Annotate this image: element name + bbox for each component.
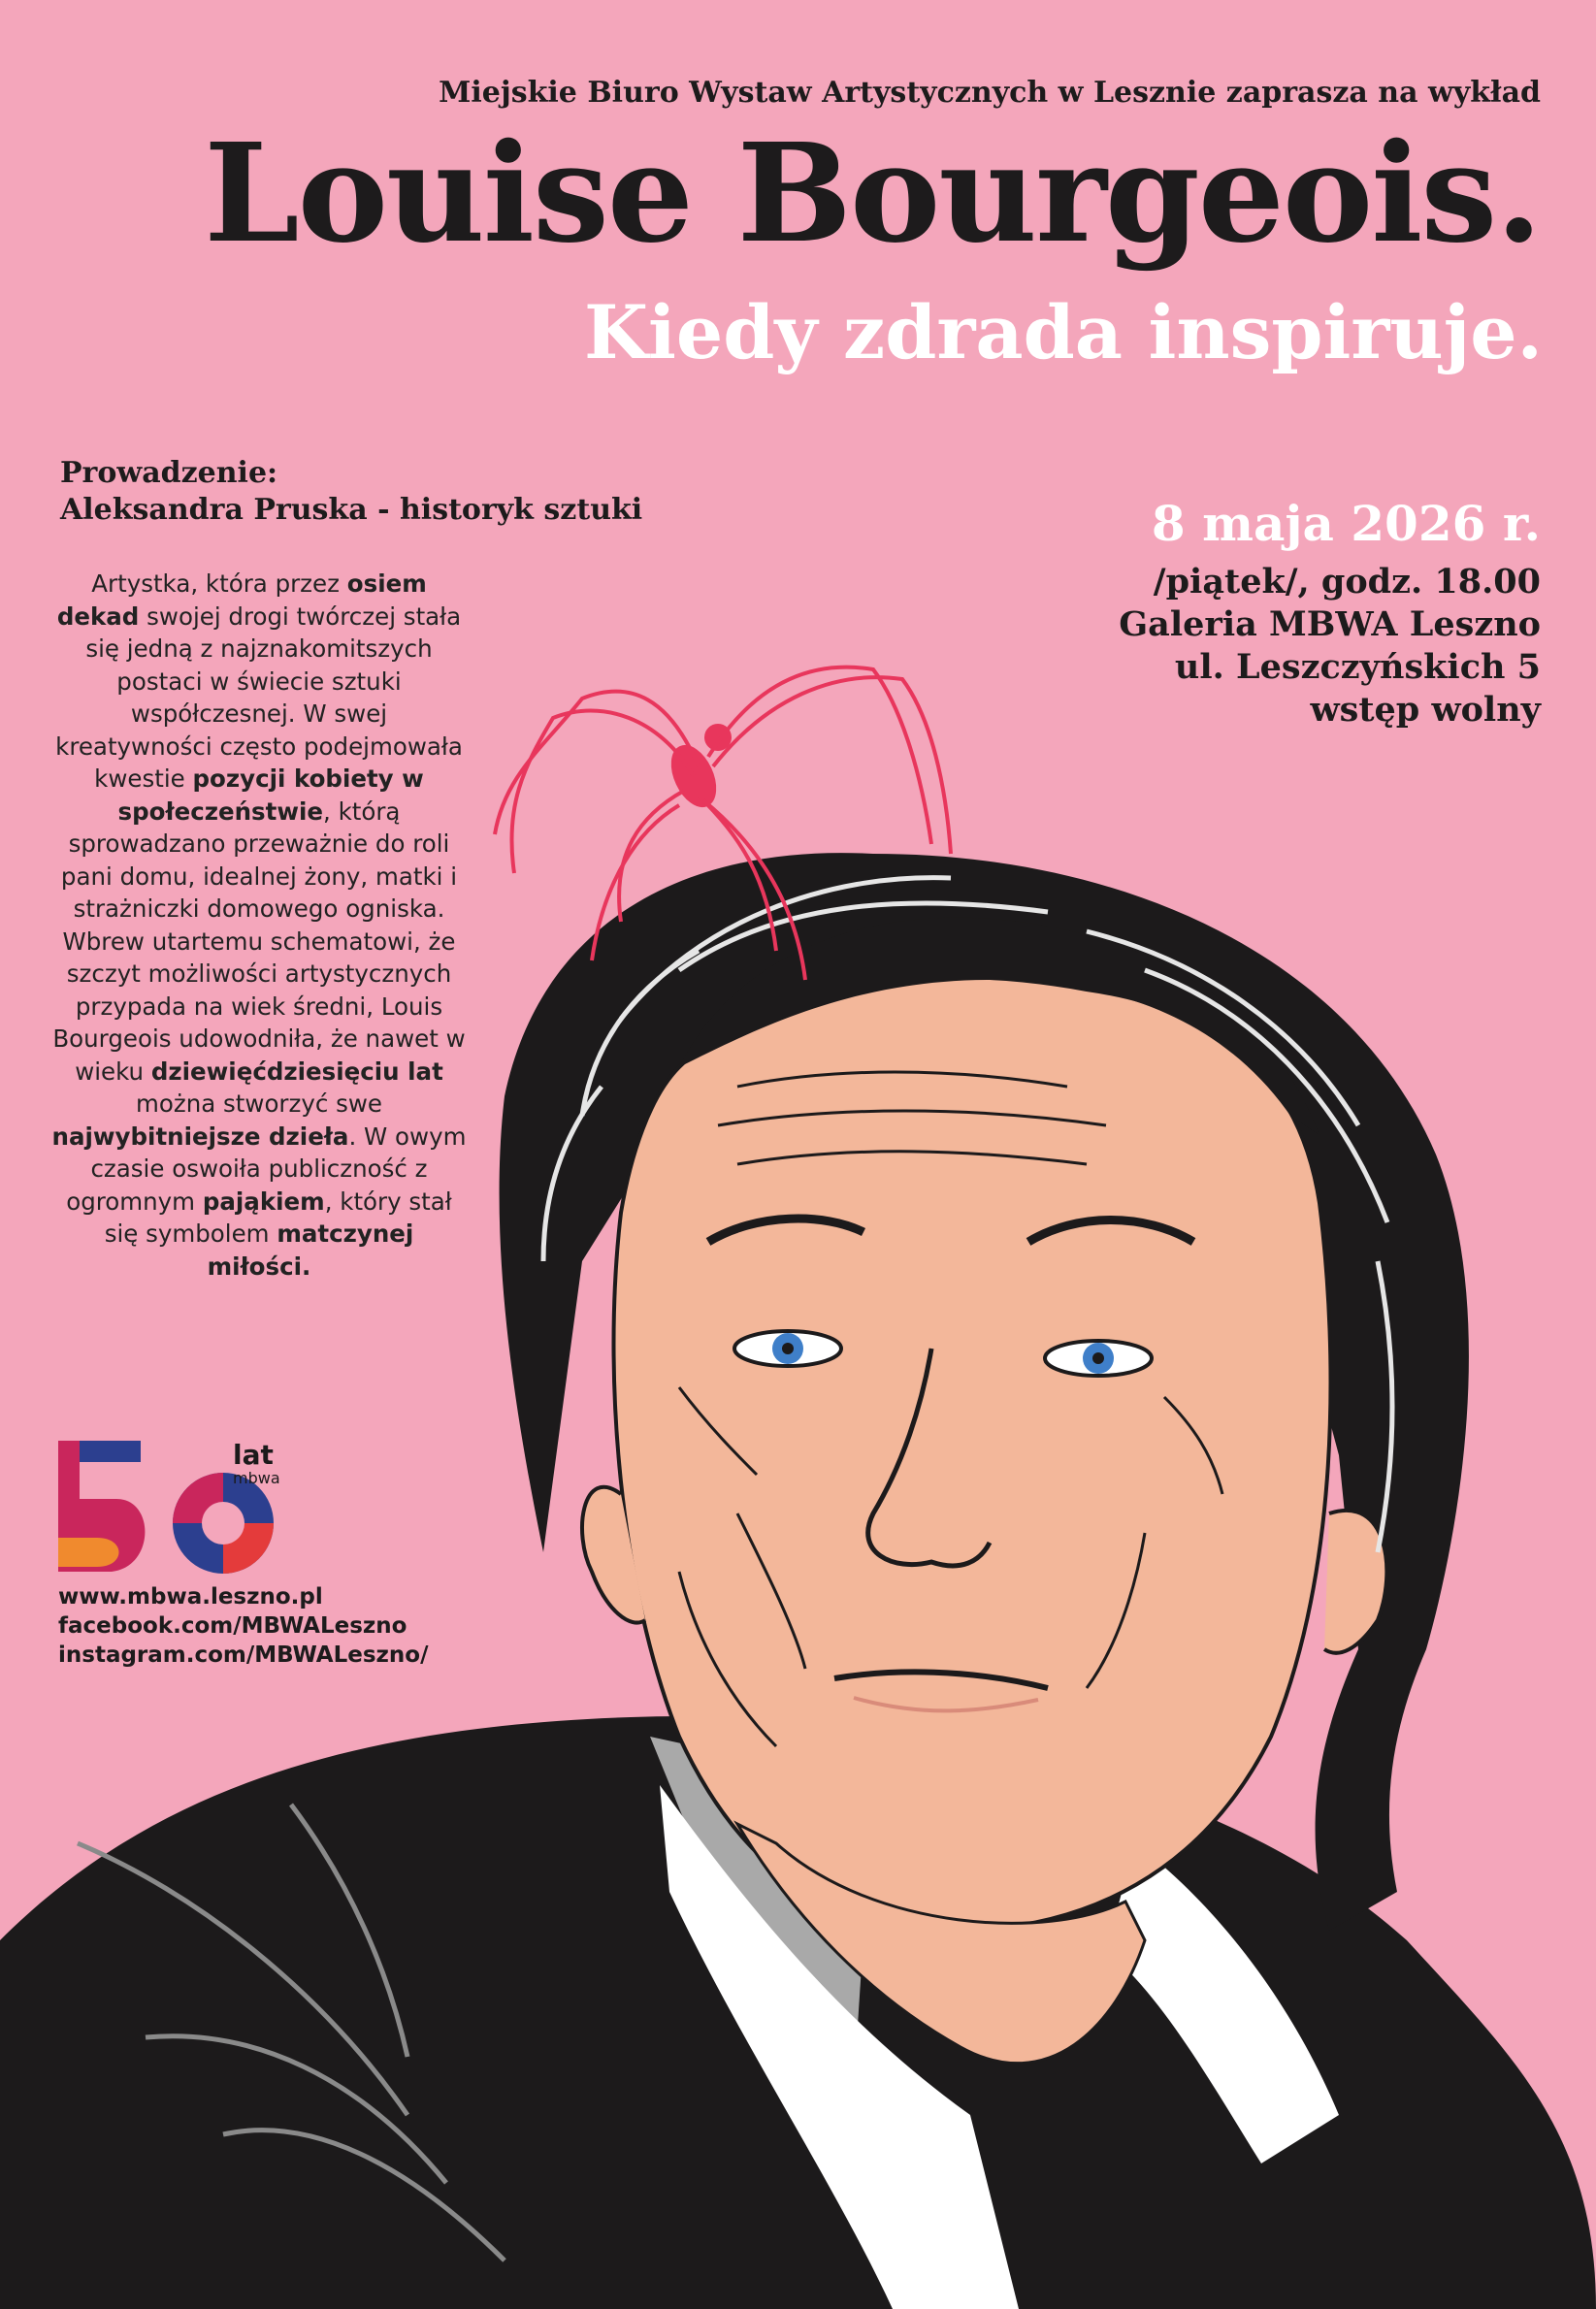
poster-subtitle: Kiedy zdrada inspiruje. [584, 289, 1543, 375]
description-segment: , który stał się symbolem [104, 1187, 452, 1248]
host-name: Aleksandra Pruska - historyk sztuki [60, 493, 643, 527]
description-segment: swojej drogi twórczej stała się jedną z najznakomitszych postaci w świecie sztuki współczesnej. W swej kreatywności często podejmowała kwestie [55, 602, 463, 793]
description-segment: można stworzyć swe [135, 1089, 382, 1118]
poster-title: Louise Bourgeois. [204, 114, 1541, 274]
description-segment: Artystka, która przez [91, 569, 347, 598]
event-address: ul. Leszczyńskich 5 [1174, 647, 1541, 687]
description-segment: , którą sprowadzano przeważnie do roli pani domu, idealnej żony, matki i strażniczki domowego ogniska. Wbrew utartemu schematowi, że szczyt możliwości artystycznych przypada na wiek średni, Louis Bourgeois udowodniła, że nawet w wieku [52, 797, 466, 1086]
event-admission: wstęp wolny [1310, 690, 1541, 730]
description-emphasis: najwybitniejsze dzieła [51, 1122, 349, 1151]
logo-lat: lat [233, 1441, 274, 1471]
host-label: Prowadzenie: [60, 456, 278, 490]
description-emphasis: osiem dekad [56, 569, 427, 631]
description-emphasis: dziewięćdziesięciu lat [150, 1057, 443, 1086]
event-venue: Galeria MBWA Leszno [1119, 604, 1541, 644]
instagram-link[interactable]: instagram.com/MBWALeszno/ [58, 1642, 429, 1668]
description-emphasis: pająkiem [202, 1187, 325, 1216]
description-segment: . W owym czasie oswoiła publiczność z ogromnym [66, 1122, 467, 1216]
logo-brand: mbwa [233, 1469, 280, 1487]
event-date: 8 maja 2026 r. [1151, 495, 1541, 552]
description-emphasis: matczynej miłości. [207, 1220, 414, 1281]
description-text [50, 568, 468, 1283]
invitation-line: Miejskie Biuro Wystaw Artystycznych w Lesznie zaprasza na wykład [439, 76, 1541, 110]
website-link[interactable]: www.mbwa.leszno.pl [58, 1584, 323, 1610]
event-time: /piątek/, godz. 18.00 [1153, 562, 1541, 602]
mbwa-50-logo [58, 1441, 291, 1577]
facebook-link[interactable]: facebook.com/MBWALeszno [58, 1613, 407, 1639]
description-emphasis: pozycji kobiety w społeczeństwie [117, 764, 424, 826]
